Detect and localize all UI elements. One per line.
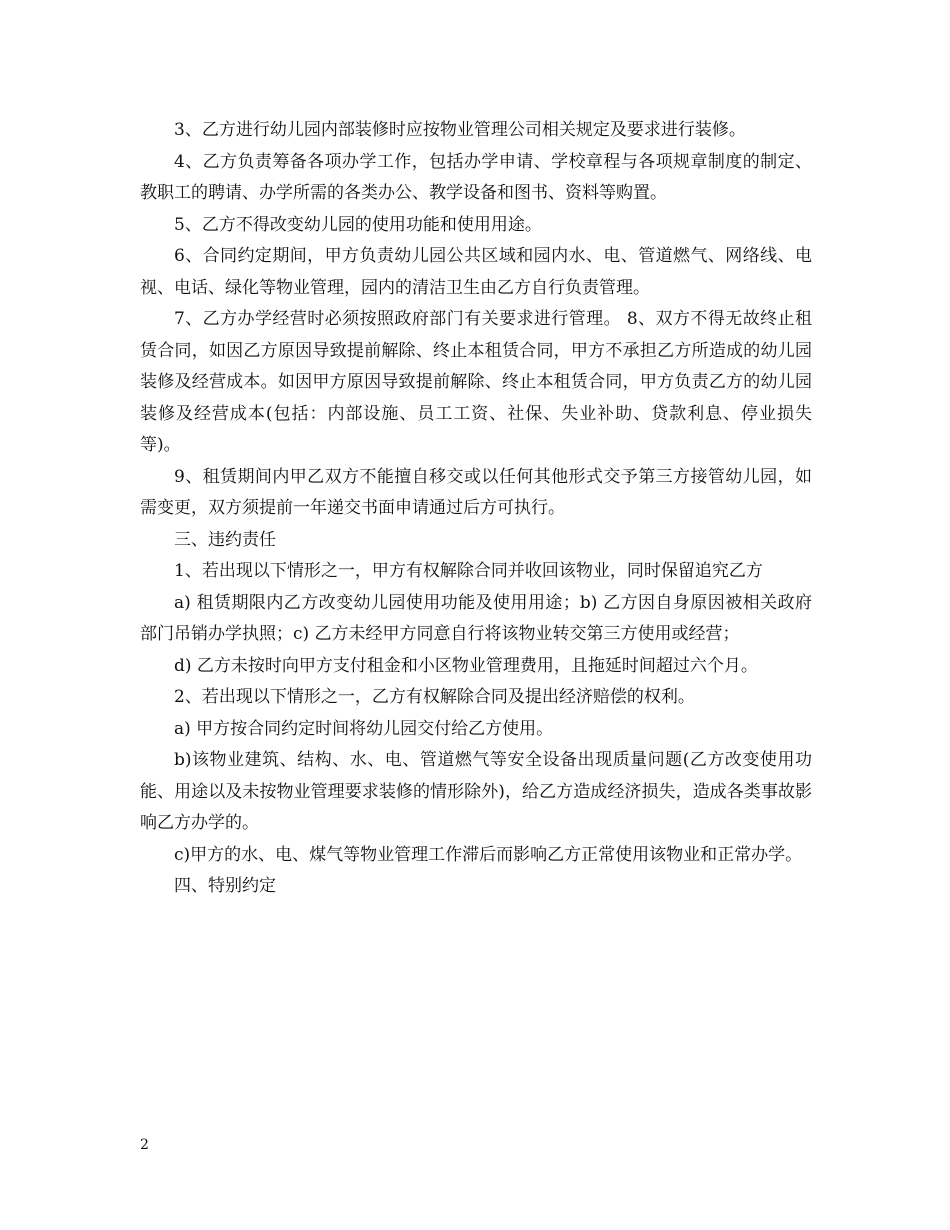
- paragraph-party-a-conditions-abc: a) 租赁期限内乙方改变幼儿园使用功能及使用用途；b) 乙方因自身原因被相关政府部门吊销办学执照；c) 乙方未经甲方同意自行将该物业转交第三方使用或经营；: [140, 592, 812, 644]
- paragraph-party-b-condition-c: c)甲方的水、电、煤气等物业管理工作滞后而影响乙方正常使用该物业和正常办学。: [174, 844, 803, 865]
- section-heading-special-agreement: 四、特别约定: [174, 876, 276, 896]
- paragraph-no-transfer: 9、租赁期间内甲乙双方不能擅自移交或以任何其他形式交予第三方接管幼儿园，如需变更，双方须提前一年递交书面申请通过后方可执行。: [140, 466, 812, 518]
- paragraph-party-b-condition-b: b)该物业建筑、结构、水、电、管道燃气等安全设备出现质量问题(乙方改变使用功能、用途以及未按物业管理要求装修的情形除外)，给乙方造成经济损失，造成各类事故影响乙方办学的。: [140, 750, 812, 833]
- page-number: 2: [140, 1137, 149, 1153]
- paragraph-usage-restriction: 5、乙方不得改变幼儿园的使用功能和使用用途。: [174, 214, 542, 235]
- paragraph-decoration-rules: 3、乙方进行幼儿园内部装修时应按物业管理公司相关规定及要求进行装修。: [174, 120, 746, 140]
- paragraph-party-a-termination-rights: 1、若出现以下情形之一，甲方有权解除合同并收回该物业，同时保留追究乙方: [174, 561, 763, 581]
- paragraph-property-management: 6、合同约定期间，甲方负责幼儿园公共区域和园内水、电、管道燃气、网络线、电视、电话、绿化等物业管理，园内的清洁卫生由乙方自行负责管理。: [140, 246, 812, 298]
- paragraph-party-b-termination-rights: 2、若出现以下情形之一，乙方有权解除合同及提出经济赔偿的权利。: [174, 687, 695, 707]
- paragraph-party-b-condition-a: a) 甲方按合同约定时间将幼儿园交付给乙方使用。: [174, 718, 554, 739]
- section-heading-breach-liability: 三、违约责任: [174, 529, 276, 550]
- paragraph-party-a-condition-d: d) 乙方未按时向甲方支付租金和小区物业管理费用，且拖延时间超过六个月。: [174, 655, 758, 676]
- document-body: [140, 115, 812, 903]
- paragraph-school-preparation: 4、乙方负责筹备各项办学工作，包括办学申请、学校章程与各项规章制度的制定、教职工的聘请、办学所需的各类办公、教学设备和图书、资料等购置。: [140, 151, 812, 203]
- paragraph-operation-and-termination: 7、乙方办学经营时必须按照政府部门有关要求进行管理。 8、双方不得无故终止租赁合同，如因乙方原因导致提前解除、终止本租赁合同，甲方不承担乙方所造成的幼儿园装修及经营成本。如因甲方原因导致提前解除、终止本租赁合同，甲方负责乙方的幼儿园装修及经营成本(包括：内部设施、员工工资、社保、失业补助、贷款利息、停业损失等)。: [140, 309, 812, 455]
